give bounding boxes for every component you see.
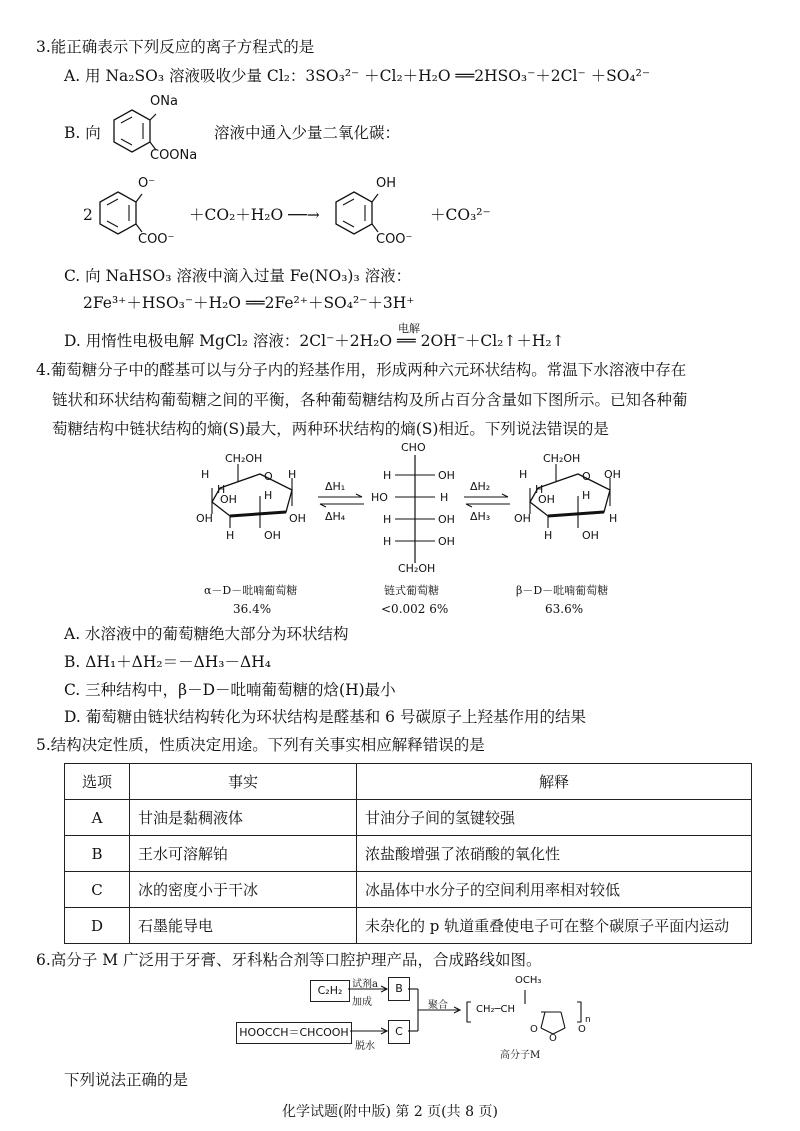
q3-option-c: C. 向 NaHSO₃ 溶液中滴入过量 Fe(NO₃)₃ 溶液：	[64, 267, 412, 285]
beta-oh-inner: OH	[538, 493, 555, 506]
alpha-oh-left: OH	[196, 512, 213, 525]
chain-h-2: H	[440, 491, 449, 504]
reagent-a-label: 试剂a	[352, 979, 378, 990]
table-cell-option: B	[65, 836, 130, 872]
alpha-h-left: H	[217, 483, 226, 496]
q4-option-c: C. 三种结构中，β－D－吡喃葡萄糖的焓(H)最小	[64, 681, 396, 699]
q3-b-sub-top: ONa	[150, 94, 178, 109]
equilibrium-arrows-right	[464, 494, 510, 508]
table-row	[65, 800, 752, 836]
table-cell-explanation: 冰晶体中水分子的空间利用率相对较低	[357, 872, 752, 908]
chain-h-1: H	[383, 469, 392, 482]
chain-glucose-name: 链式葡萄糖	[384, 584, 439, 597]
chain-ho-2: HO	[371, 491, 388, 504]
q3-b-reactant-bot: COO⁻	[138, 232, 175, 247]
beta-ch2oh-label: CH₂OH	[543, 452, 581, 465]
q3-option-b-prefix: B. 向	[64, 124, 101, 142]
chain-oh-3: OH	[438, 513, 455, 526]
q3-b-coef: 2	[83, 206, 93, 224]
polymer-main-chain: CH₂─CH	[476, 1004, 516, 1015]
table-cell-explanation: 浓盐酸增强了浓硝酸的氧化性	[357, 836, 752, 872]
chain-glucose-percent: <0.002 6%	[381, 602, 449, 616]
table-cell-fact: 王水可溶解铂	[130, 836, 357, 872]
polymer-o-right: O	[578, 1024, 586, 1035]
alpha-glucose-name: α－D－吡喃葡萄糖	[204, 584, 298, 597]
benzene-ring-reactant	[98, 190, 138, 236]
polymer-n: n	[585, 1015, 591, 1025]
q4-option-b: B. ΔH₁＋ΔH₂＝－ΔH₃－ΔH₄	[64, 653, 271, 671]
table-cell-option: A	[65, 800, 130, 836]
table-cell-fact: 冰的密度小于干冰	[130, 872, 357, 908]
q3-b-reactant-top: O⁻	[138, 176, 156, 191]
alpha-h-inner: H	[264, 489, 273, 502]
och3-label: OCH₃	[515, 975, 542, 986]
dehydrate-label: 脱水	[355, 1041, 375, 1052]
chain-glucose-structure	[395, 455, 435, 565]
q3-stem: 3.能正确表示下列反应的离子方程式的是	[36, 38, 315, 56]
table-cell-explanation: 未杂化的 p 轨道重叠使电子可在整个碳原子平面内运动	[357, 908, 752, 944]
benzene-ring-b	[112, 108, 152, 154]
q3-option-d: D. 用惰性电极电解 MgCl₂ 溶液：2Cl⁻＋2H₂O ══ 2OH⁻＋Cl₂↑＋H₂↑	[64, 332, 565, 350]
q3-option-a: A. 用 Na₂SO₃ 溶液吸收少量 Cl₂：3SO₃²⁻ ＋Cl₂＋H₂O ══2HSO₃⁻＋2Cl⁻ ＋SO₄²⁻	[64, 67, 651, 85]
polymer-o-left: O	[530, 1024, 538, 1035]
table-row	[65, 908, 752, 944]
alpha-oh-bottom: OH	[264, 529, 281, 542]
table-header-fact: 事实	[130, 764, 357, 800]
c2h2-box: C₂H₂	[310, 980, 350, 1002]
alpha-h-top-right: H	[288, 468, 297, 481]
beta-oh-left: OH	[514, 512, 531, 525]
beta-h-right: H	[609, 512, 618, 525]
q4-stem-line2: 链状和环状结构葡萄糖之间的平衡，各种葡萄糖结构及所占百分含量如下图所示。已知各种葡	[52, 391, 688, 409]
table-cell-fact: 石墨能导电	[130, 908, 357, 944]
b-box: B	[388, 977, 410, 1001]
polymer-m-name: 高分子M	[500, 1050, 541, 1061]
polymerize-label: 聚合	[428, 1000, 448, 1011]
chain-oh-1: OH	[438, 469, 455, 482]
q3-b-eq-mid: ＋CO₂＋H₂O ──→	[189, 206, 320, 224]
q4-option-d: D. 葡萄糖由链状结构转化为环状结构是醛基和 6 号碳原子上羟基作用的结果	[64, 708, 586, 726]
q5-table	[64, 763, 752, 944]
beta-ring-o: O	[582, 470, 591, 483]
alpha-ch2oh-label: CH₂OH	[225, 452, 263, 465]
synthesis-arrows	[348, 985, 478, 1033]
delta-h2-label: ΔH₂	[470, 480, 491, 493]
q6-follow-text: 下列说法正确的是	[64, 1071, 189, 1089]
beta-oh-top-right: OH	[604, 468, 621, 481]
table-cell-explanation: 甘油分子间的氢键较强	[357, 800, 752, 836]
chain-ch2oh-label: CH₂OH	[398, 562, 436, 575]
q3-option-b-suffix: 溶液中通入少量二氧化碳：	[214, 124, 401, 142]
beta-h-inner: H	[582, 489, 591, 502]
addition-label: 加成	[352, 997, 372, 1008]
q4-stem-line1: 4.葡萄糖分子中的醛基可以与分子内的羟基作用，形成两种六元环状结构。常温下水溶液中存在	[36, 361, 687, 379]
benzene-ring-product	[334, 190, 374, 236]
table-header-explanation: 解释	[357, 764, 752, 800]
q3-b-sub-bot: COONa	[150, 148, 198, 163]
q3-d-condition: 电解	[398, 322, 420, 335]
q3-b-product-bot: COO⁻	[376, 232, 413, 247]
beta-glucose-percent: 63.6%	[545, 602, 584, 616]
table-cell-fact: 甘油是黏稠液体	[130, 800, 357, 836]
q3-b-eq-end: ＋CO₃²⁻	[430, 206, 491, 224]
chain-h-3: H	[383, 513, 392, 526]
q4-stem-line3: 萄糖结构中链状结构的熵(S)最大，两种环状结构的熵(S)相近。下列说法错误的是	[52, 420, 609, 438]
beta-h-top-left: H	[519, 468, 528, 481]
chain-h-4: H	[383, 535, 392, 548]
equilibrium-arrows-left	[318, 494, 364, 508]
q4-option-a: A. 水溶液中的葡萄糖绝大部分为环状结构	[64, 625, 349, 643]
delta-h3-label: ΔH₃	[470, 510, 491, 523]
q3-option-c-eq: 2Fe³⁺＋HSO₃⁻＋H₂O ══2Fe²⁺＋SO₄²⁻＋3H⁺	[83, 294, 415, 312]
beta-oh-bottom: OH	[582, 529, 599, 542]
alpha-glucose-percent: 36.4%	[233, 602, 272, 616]
table-cell-option: D	[65, 908, 130, 944]
q5-stem: 5.结构决定性质，性质决定用途。下列有关事实相应解释错误的是	[36, 736, 485, 754]
table-header-option: 选项	[65, 764, 130, 800]
beta-glucose-name: β－D－吡喃葡萄糖	[516, 584, 609, 597]
table-header-row	[65, 764, 752, 800]
beta-h-bottom: H	[544, 529, 553, 542]
q6-stem: 6.高分子 M 广泛用于牙膏、牙科粘合剂等口腔护理产品，合成路线如图。	[36, 951, 542, 969]
page-footer: 化学试题(附中版) 第 2 页(共 8 页)	[282, 1104, 498, 1120]
acid-box: HOOCCH＝CHCOOH	[236, 1022, 352, 1044]
alpha-oh-inner: OH	[220, 493, 237, 506]
table-row	[65, 836, 752, 872]
table-row	[65, 872, 752, 908]
beta-h-left: H	[535, 483, 544, 496]
alpha-oh-right: OH	[289, 512, 306, 525]
alpha-ring-o: O	[264, 470, 273, 483]
alpha-h-bottom: H	[226, 529, 235, 542]
chain-cho-label: CHO	[401, 441, 426, 454]
q3-b-product-top: OH	[376, 176, 397, 191]
table-cell-option: C	[65, 872, 130, 908]
delta-h4-label: ΔH₄	[325, 510, 346, 523]
alpha-h-top-left: H	[201, 468, 210, 481]
c-box: C	[388, 1020, 410, 1044]
delta-h1-label: ΔH₁	[325, 480, 346, 493]
polymer-o-ring: O	[549, 1033, 557, 1044]
chain-oh-4: OH	[438, 535, 455, 548]
